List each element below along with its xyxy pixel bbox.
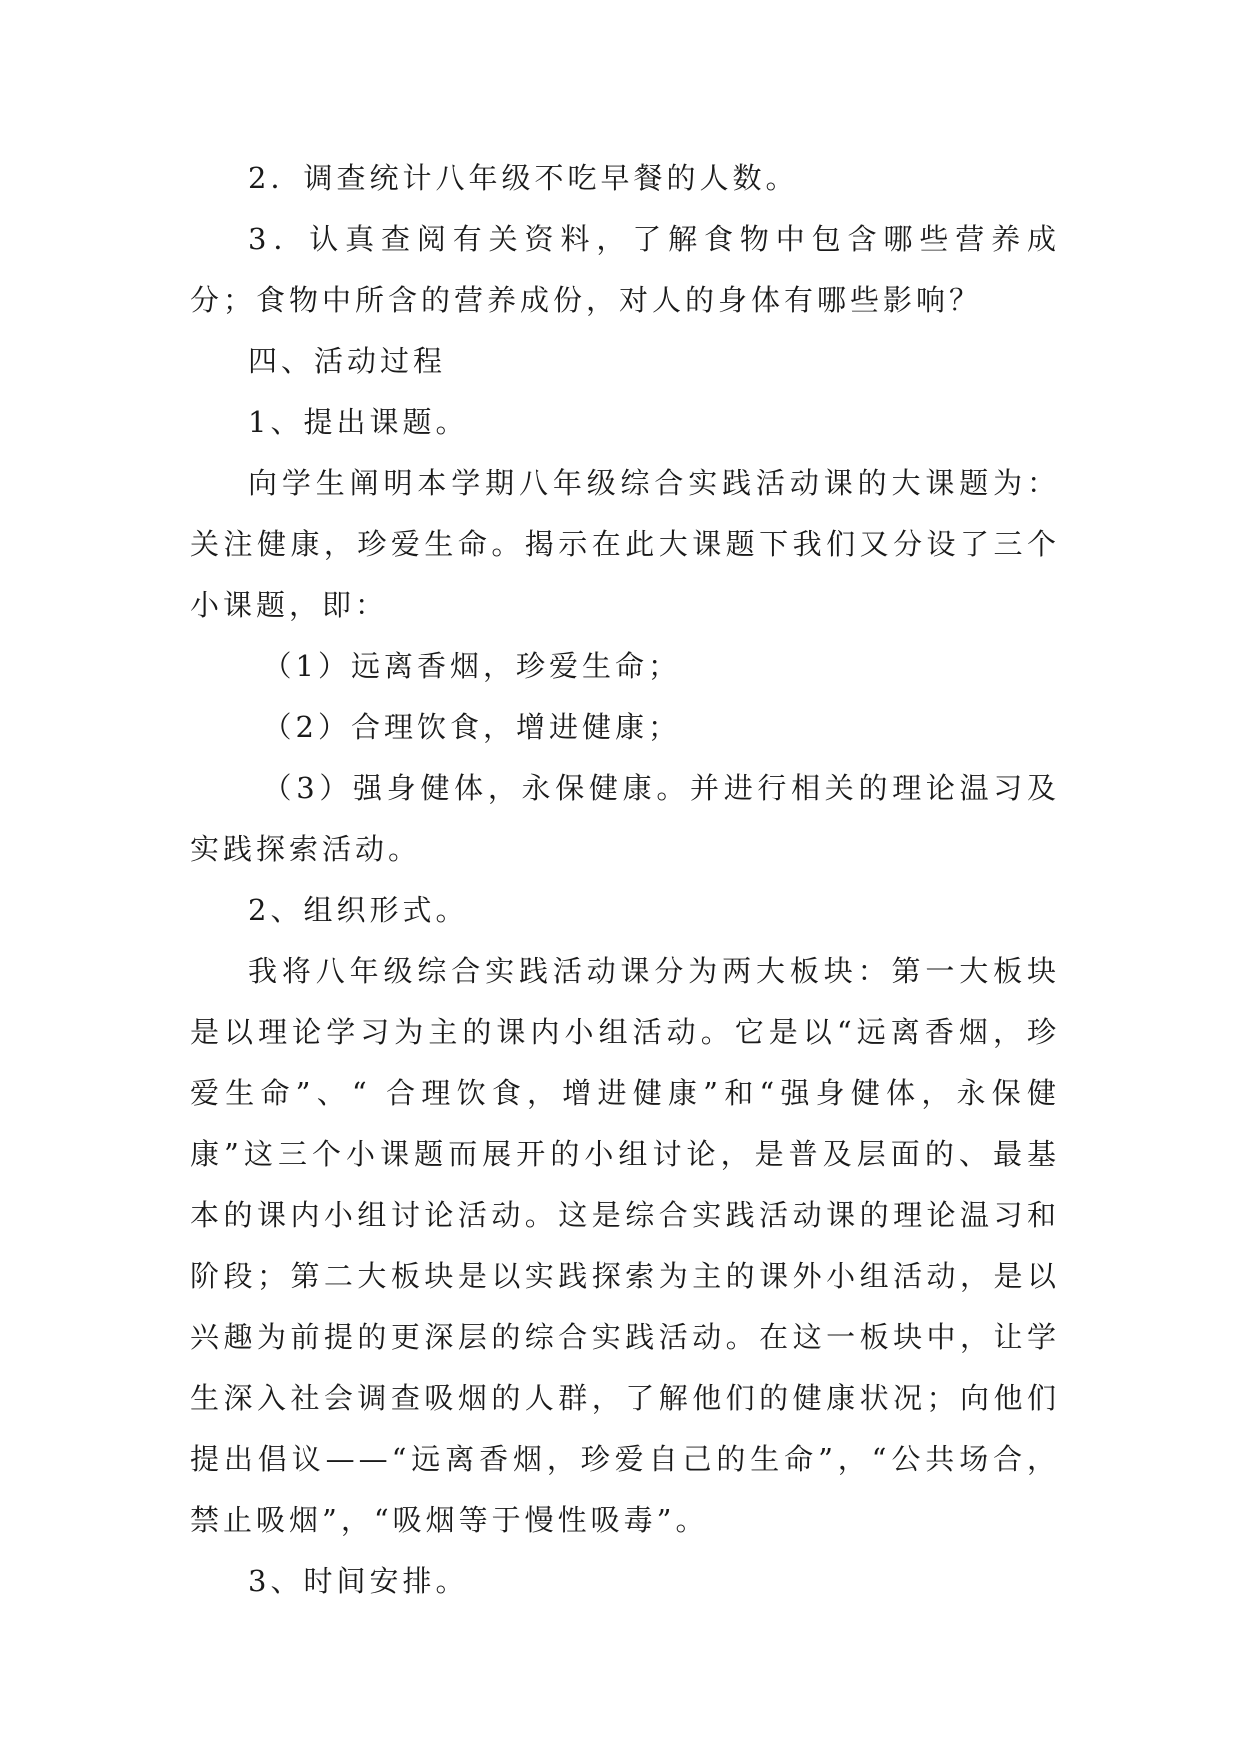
paragraph-survey-breakfast: 2．调查统计八年级不吃早餐的人数。: [248, 161, 799, 195]
list-item-topic-3: （3）强身健体，永保健康。并进行相关的理论温习及实践探索活动。: [190, 771, 1060, 866]
list-item-topic-1: （1）远离香烟，珍爱生命；: [262, 649, 681, 683]
heading-time-schedule: 3、时间安排。: [248, 1564, 469, 1598]
paragraph-topic-explanation: 向学生阐明本学期八年级综合实践活动课的大课题为：关注健康，珍爱生命。揭示在此大课题下我们又分设了三个小课题，即：: [190, 466, 1060, 622]
list-item-topic-2: （2）合理饮食，增进健康；: [262, 710, 681, 744]
document-page: [190, 148, 1060, 1612]
paragraph-organization-details: 我将八年级综合实践活动课分为两大板块：第一大板块是以理论学习为主的课内小组活动。它是以“远离香烟，珍爱生命”、“ 合理饮食，增进健康”和“强身健体，永保健康”这三个小课题而展开的小组讨论，是普及层面的、最基本的课内小组讨论活动。这是综合实践活动课的理论温习和阶段；第二大板块是以实践探索为主的课外小组活动，是以兴趣为前提的更深层的综合实践活动。在这一板块中，让学生深入社会调查吸烟的人群，了解他们的健康状况；向他们提出倡议——“远离香烟，珍爱自己的生命”，“公共场合，禁止吸烟”，“吸烟等于慢性吸毒”。: [190, 954, 1060, 1537]
paragraph-nutrition-research: 3．认真查阅有关资料，了解食物中包含哪些营养成分；食物中所含的营养成份，对人的身体有哪些影响？: [190, 222, 1060, 317]
heading-propose-topic: 1、提出课题。: [248, 405, 469, 439]
heading-organization-form: 2、组织形式。: [248, 893, 469, 927]
heading-activity-process: 四、活动过程: [248, 344, 447, 378]
